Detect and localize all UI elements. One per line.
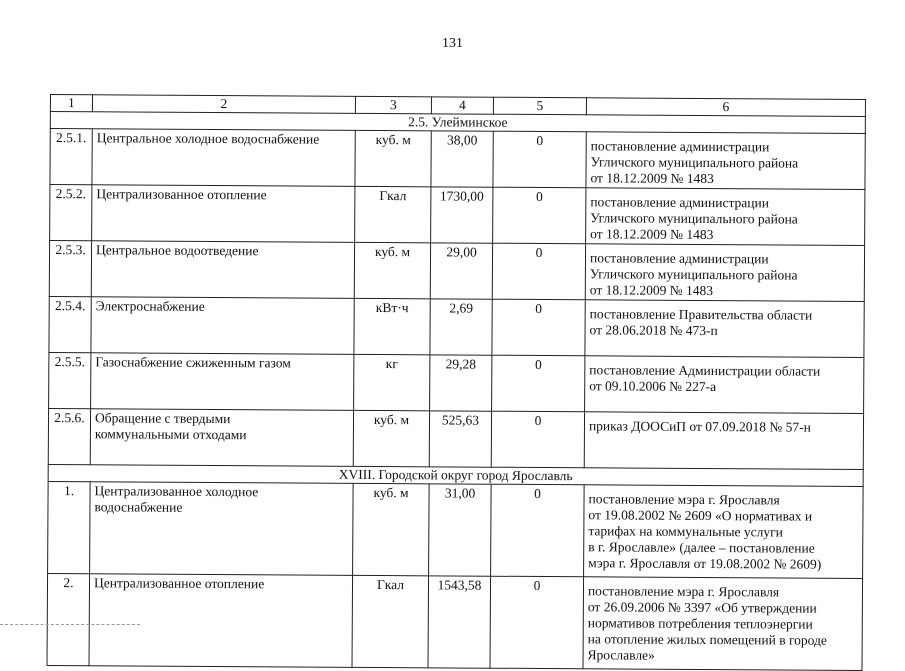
table-row — [50, 129, 865, 190]
row-unit: Гкал — [352, 575, 429, 667]
row-zero: 0 — [492, 355, 585, 412]
row-number: 2.5.2. — [50, 185, 92, 241]
row-zero: 0 — [492, 243, 585, 300]
row-description: Обращение с твердыми коммунальными отходами — [90, 409, 353, 467]
row-zero: 0 — [490, 576, 584, 669]
table-row — [48, 408, 863, 469]
row-source: постановление администрации Угличского муниципального района от 18.12.2009 № 1483 — [586, 132, 865, 190]
table-row — [48, 481, 864, 578]
row-number: 2. — [47, 573, 90, 665]
row-value: 525,63 — [429, 411, 491, 467]
row-description: Централизованное холодное водоснабжение — [90, 482, 354, 576]
row-number: 2.5.4. — [49, 296, 91, 352]
row-number: 2.5.6. — [48, 408, 90, 464]
row-unit: куб. м — [354, 242, 430, 298]
row-value: 29,28 — [430, 355, 492, 411]
header-cell: 6 — [586, 98, 865, 117]
header-cell: 1 — [50, 95, 92, 112]
header-cell: 5 — [493, 97, 586, 115]
row-source: постановление администрации Угличского муниципального района от 18.12.2009 № 1483 — [585, 244, 864, 302]
row-value: 1730,00 — [431, 187, 493, 243]
row-unit: кг — [354, 354, 430, 410]
header-cell: 3 — [355, 96, 431, 113]
table-row — [47, 573, 863, 670]
row-value: 2,69 — [430, 299, 492, 355]
row-zero: 0 — [491, 484, 585, 577]
header-cell: 4 — [431, 97, 493, 114]
table-row — [49, 296, 864, 357]
row-unit: кВт·ч — [354, 298, 430, 354]
row-number: 2.5.3. — [49, 241, 91, 297]
page-number: 131 — [442, 36, 463, 51]
header-cell: 2 — [92, 95, 355, 114]
row-zero: 0 — [491, 411, 584, 468]
row-number: 2.5.5. — [49, 352, 91, 408]
row-description: Централизованное отопление — [89, 574, 353, 668]
row-description: Электроснабжение — [91, 297, 354, 355]
row-source: постановление мэра г. Ярославля от 26.09.2006 № 3397 «Об утверждении нормативов потребления теплоэнергии на отопление жилых помещений в городе Ярославле» — [583, 577, 863, 671]
table-row — [50, 185, 865, 246]
row-description: Центральное холодное водоснабжение — [92, 129, 355, 187]
norms-table — [47, 94, 866, 671]
row-number: 2.5.1. — [50, 129, 92, 185]
row-source: приказ ДООСиП от 07.09.2018 № 57-н — [584, 412, 863, 470]
row-unit: куб. м — [353, 410, 429, 466]
row-unit: куб. м — [355, 130, 431, 186]
row-zero: 0 — [493, 187, 586, 244]
table-row — [49, 352, 864, 413]
row-source: постановление администрации Угличского муниципального района от 18.12.2009 № 1483 — [586, 188, 865, 246]
row-source: постановление мэра г. Ярославля от 19.08.2002 № 2609 «О нормативах и тарифах на коммунальные услуги в г. Ярославле» (далее – постановление мэра г. Ярославля от 19.08.2002 № 2609) — [584, 485, 864, 579]
row-description: Газоснабжение сжиженным газом — [91, 353, 354, 411]
row-value: 38,00 — [431, 131, 493, 187]
row-source: постановление Правительства области от 28.06.2018 № 473-п — [585, 300, 864, 358]
row-description: Центральное водоотведение — [91, 241, 354, 299]
row-value: 31,00 — [429, 484, 492, 576]
row-zero: 0 — [492, 299, 585, 356]
row-unit: Гкал — [355, 186, 431, 242]
row-description: Централизованное отопление — [92, 185, 355, 243]
row-zero: 0 — [493, 131, 586, 188]
row-unit: куб. м — [353, 483, 430, 575]
row-value: 29,00 — [430, 243, 492, 299]
row-value: 1543,58 — [428, 576, 491, 668]
section-title: 2.5. Улейминское — [50, 112, 865, 134]
section-title: XVIII. Городской округ город Ярославль — [48, 464, 863, 486]
table-row — [49, 241, 864, 302]
scan-artifact-line — [0, 624, 140, 625]
row-source: постановление Администрации области от 09.10.2006 № 227-а — [585, 356, 864, 414]
row-number: 1. — [48, 481, 91, 573]
